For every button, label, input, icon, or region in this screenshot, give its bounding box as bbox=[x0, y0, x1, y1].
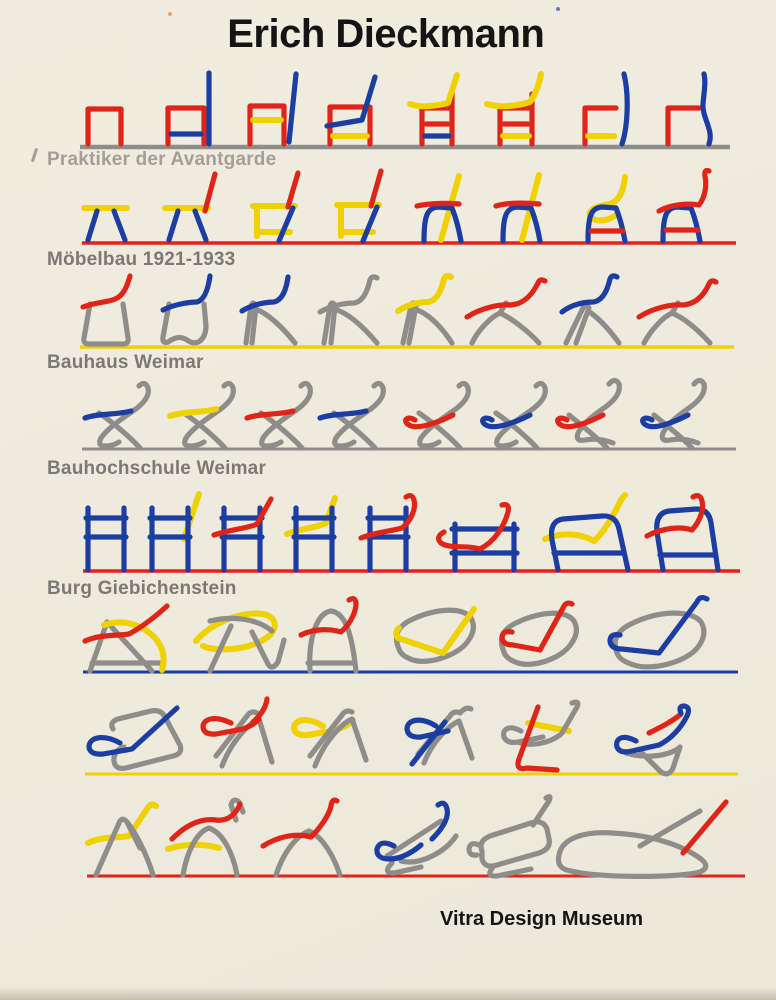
chair-row-4 bbox=[82, 381, 736, 450]
paper-speck bbox=[556, 7, 560, 11]
chair-drawing bbox=[84, 208, 127, 240]
chair-drawing bbox=[588, 177, 625, 241]
chair-drawing bbox=[417, 176, 461, 241]
chair-row-5 bbox=[83, 494, 740, 571]
chair-drawing bbox=[467, 280, 545, 343]
chair-drawing bbox=[165, 174, 215, 240]
chair-drawing bbox=[163, 276, 210, 343]
chair-drawing bbox=[407, 708, 472, 764]
chair-drawing bbox=[361, 496, 415, 570]
chair-drawing bbox=[83, 276, 130, 344]
chair-drawing bbox=[396, 609, 474, 661]
chair-drawing bbox=[562, 276, 619, 343]
chair-drawing bbox=[659, 171, 709, 241]
chair-drawing bbox=[545, 495, 628, 570]
chair-drawing bbox=[639, 281, 716, 343]
chair-row-6 bbox=[83, 598, 738, 672]
page-title: Erich Dieckmann bbox=[227, 12, 545, 56]
chair-drawing bbox=[469, 797, 550, 877]
chair-row-3 bbox=[80, 276, 734, 347]
chair-drawing bbox=[496, 175, 540, 241]
chair-drawing bbox=[170, 383, 233, 448]
chair-drawing bbox=[377, 803, 456, 873]
chair-drawing bbox=[247, 383, 310, 448]
chair-drawing bbox=[150, 494, 199, 570]
chair-drawing bbox=[168, 73, 209, 144]
chair-drawing bbox=[320, 383, 383, 448]
chair-drawing bbox=[647, 496, 718, 570]
chair-drawing bbox=[410, 75, 457, 144]
paper-speck bbox=[168, 12, 172, 16]
chair-row-1 bbox=[80, 73, 730, 147]
chair-drawing bbox=[610, 598, 707, 667]
chair-drawing bbox=[337, 171, 381, 241]
section-label-praktiker: Praktiker der Avantgarde bbox=[47, 149, 277, 170]
chair-drawing bbox=[214, 499, 271, 570]
chair-drawing bbox=[89, 708, 181, 768]
chair-drawing bbox=[501, 603, 576, 664]
chair-drawing bbox=[585, 74, 627, 144]
chair-drawing bbox=[294, 711, 366, 766]
chair-drawing bbox=[85, 606, 167, 671]
chair-drawing bbox=[242, 277, 295, 343]
section-label-bauhochschule-weimar: Bauhochschule Weimar bbox=[47, 458, 267, 479]
chair-drawing bbox=[504, 702, 578, 770]
chair-drawing bbox=[483, 383, 546, 448]
chair-drawing bbox=[85, 383, 148, 448]
chair-drawing bbox=[643, 381, 705, 449]
chair-drawing bbox=[263, 800, 340, 875]
chair-drawing bbox=[406, 383, 469, 448]
chair-row-7 bbox=[85, 699, 738, 774]
chair-drawing bbox=[558, 381, 620, 449]
section-label-bauhaus-weimar: Bauhaus Weimar bbox=[47, 352, 204, 373]
bottom-edge-shadow bbox=[0, 987, 776, 1000]
chair-drawing bbox=[487, 74, 541, 144]
chair-drawing bbox=[617, 706, 689, 774]
chair-drawing bbox=[253, 173, 298, 241]
publisher-credit: Vitra Design Museum bbox=[440, 908, 644, 930]
chair-drawing bbox=[668, 74, 710, 144]
chair-drawing bbox=[203, 699, 272, 766]
chair-drawing bbox=[559, 802, 727, 876]
chair-drawing bbox=[168, 800, 243, 875]
section-label-burg-giebichenstein: Burg Giebichenstein bbox=[47, 578, 237, 599]
chair-drawing bbox=[88, 109, 121, 144]
chair-drawing bbox=[301, 599, 356, 671]
chair-drawing bbox=[287, 498, 335, 570]
chair-drawing bbox=[86, 508, 126, 570]
chair-drawing bbox=[250, 74, 296, 144]
chair-drawing bbox=[439, 505, 517, 570]
chair-drawing bbox=[196, 613, 284, 671]
section-label-moebelbau: Möbelbau 1921-1933 bbox=[47, 249, 236, 270]
chair-drawing bbox=[398, 276, 452, 343]
chair-drawing bbox=[320, 277, 377, 343]
chair-row-2 bbox=[82, 171, 736, 243]
chair-drawing bbox=[88, 805, 156, 875]
chair-row-8 bbox=[87, 797, 745, 877]
chair-drawing bbox=[327, 77, 375, 144]
